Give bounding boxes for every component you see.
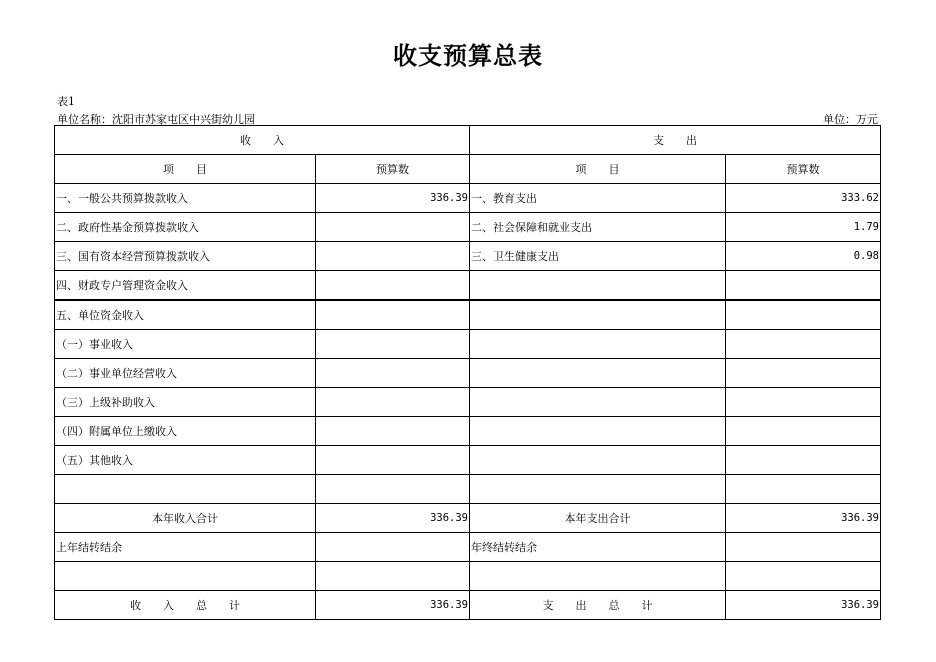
income-amount — [316, 359, 470, 388]
expense-item: 三、卫生健康支出 — [470, 242, 726, 271]
income-amount: 336.39 — [316, 184, 470, 213]
income-item: （二）事业单位经营收入 — [55, 359, 316, 388]
blank-row — [55, 562, 881, 591]
expense-amount — [726, 417, 881, 446]
table-row — [55, 388, 881, 417]
column-header-row — [55, 155, 881, 184]
income-subtotal-amount: 336.39 — [316, 504, 470, 533]
expense-amount — [726, 388, 881, 417]
table-row — [55, 359, 881, 388]
expense-item — [470, 300, 726, 330]
expense-subtotal-label: 本年支出合计 — [470, 504, 726, 533]
income-item: 三、国有资本经营预算拨款收入 — [55, 242, 316, 271]
table-number: 表1 — [57, 95, 75, 108]
income-amount — [316, 388, 470, 417]
unit-name: 单位名称：沈阳市苏家屯区中兴街幼儿园 — [57, 113, 255, 126]
income-carryover-label: 上年结转结余 — [55, 533, 316, 562]
expense-total-amount: 336.39 — [726, 591, 881, 620]
expense-amount — [726, 271, 881, 301]
expense-section-header: 支 出 — [470, 126, 881, 155]
blank-cell — [470, 562, 726, 591]
blank-cell — [316, 562, 470, 591]
income-item-header: 项 目 — [55, 155, 316, 184]
blank-cell — [55, 562, 316, 591]
expense-amount-header: 预算数 — [726, 155, 881, 184]
page-title: 收支预算总表 — [393, 41, 543, 70]
income-item: （四）附属单位上缴收入 — [55, 417, 316, 446]
expense-item-header: 项 目 — [470, 155, 726, 184]
income-amount — [316, 300, 470, 330]
income-amount — [316, 242, 470, 271]
grand-total-row — [55, 591, 881, 620]
expense-item — [470, 388, 726, 417]
expense-item — [470, 359, 726, 388]
income-subtotal-label: 本年收入合计 — [55, 504, 316, 533]
table-row — [55, 330, 881, 359]
expense-amount — [726, 446, 881, 475]
income-item: 一、一般公共预算拨款收入 — [55, 184, 316, 213]
income-item — [55, 475, 316, 504]
income-item: （三）上级补助收入 — [55, 388, 316, 417]
expense-subtotal-amount: 336.39 — [726, 504, 881, 533]
expense-amount — [726, 330, 881, 359]
expense-amount: 1.79 — [726, 213, 881, 242]
income-amount — [316, 271, 470, 301]
subtotal-row — [55, 504, 881, 533]
expense-item — [470, 446, 726, 475]
expense-item: 二、社会保障和就业支出 — [470, 213, 726, 242]
expense-total-label: 支 出 总 计 — [470, 591, 726, 620]
table-row — [55, 300, 881, 330]
section-header-row — [55, 126, 881, 155]
income-amount — [316, 417, 470, 446]
table-row — [55, 475, 881, 504]
income-item: （一）事业收入 — [55, 330, 316, 359]
unit-measure: 单位：万元 — [823, 113, 878, 126]
income-item: 五、单位资金收入 — [55, 300, 316, 330]
expense-amount: 333.62 — [726, 184, 881, 213]
expense-amount — [726, 359, 881, 388]
expense-item — [470, 417, 726, 446]
expense-amount — [726, 300, 881, 330]
income-amount — [316, 446, 470, 475]
table-row — [55, 242, 881, 271]
carryover-row — [55, 533, 881, 562]
expense-carryover-label: 年终结转结余 — [470, 533, 726, 562]
expense-carryover-amount — [726, 533, 881, 562]
income-amount-header: 预算数 — [316, 155, 470, 184]
expense-amount — [726, 475, 881, 504]
table-row — [55, 271, 881, 301]
expense-item: 一、教育支出 — [470, 184, 726, 213]
expense-item — [470, 330, 726, 359]
expense-amount: 0.98 — [726, 242, 881, 271]
income-amount — [316, 330, 470, 359]
income-item: （五）其他收入 — [55, 446, 316, 475]
blank-cell — [726, 562, 881, 591]
income-amount — [316, 475, 470, 504]
table-row — [55, 184, 881, 213]
table-row — [55, 417, 881, 446]
table-row — [55, 446, 881, 475]
income-item: 四、财政专户管理资金收入 — [55, 271, 316, 301]
budget-table — [54, 125, 881, 620]
table-row — [55, 213, 881, 242]
income-total-amount: 336.39 — [316, 591, 470, 620]
income-item: 二、政府性基金预算拨款收入 — [55, 213, 316, 242]
income-amount — [316, 213, 470, 242]
income-total-label: 收 入 总 计 — [55, 591, 316, 620]
expense-item — [470, 475, 726, 504]
income-carryover-amount — [316, 533, 470, 562]
income-section-header: 收 入 — [55, 126, 470, 155]
expense-item — [470, 271, 726, 301]
